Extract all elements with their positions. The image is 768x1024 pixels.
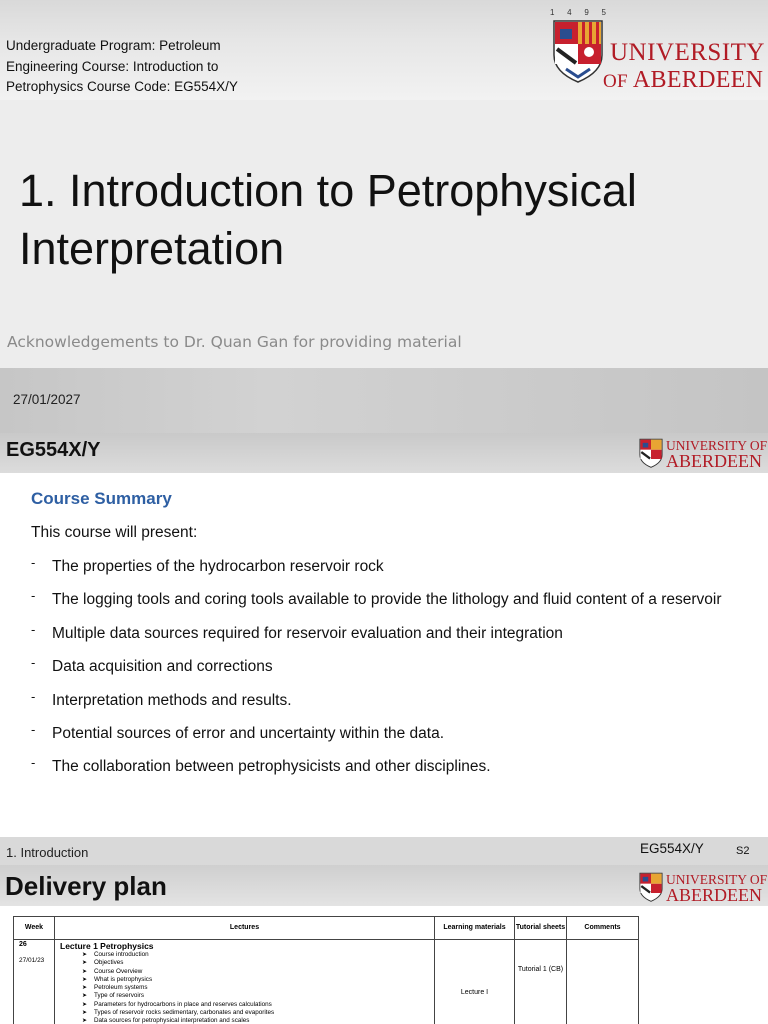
arrow-bullet-icon: ➤ bbox=[82, 993, 88, 1000]
list-item bbox=[82, 959, 434, 967]
slide-footer bbox=[0, 837, 768, 865]
week-date: 27/01/23 bbox=[19, 957, 45, 964]
logo-university-text: UNIVERSITY OF bbox=[666, 872, 768, 887]
list-item-text: Data acquisition and corrections bbox=[52, 658, 273, 676]
footer-section: 1. Introduction bbox=[6, 845, 89, 860]
slide-date: 27/01/2027 bbox=[13, 392, 81, 407]
dash-marker: - bbox=[31, 721, 36, 737]
arrow-bullet-icon: ➤ bbox=[82, 1010, 88, 1017]
list-item bbox=[31, 623, 722, 656]
lecture-title: Lecture 1 Petrophysics bbox=[60, 941, 154, 951]
logo-year-digit: 9 bbox=[584, 8, 589, 17]
list-item bbox=[82, 992, 434, 1000]
dash-marker: - bbox=[31, 688, 36, 704]
topic-text: Course introduction bbox=[94, 951, 149, 958]
list-item-text: Multiple data sources required for reservoir evaluation and their integration bbox=[52, 624, 563, 642]
topic-text: Objectives bbox=[94, 959, 124, 967]
arrow-bullet-icon: ➤ bbox=[82, 985, 88, 992]
crest-icon bbox=[552, 19, 604, 83]
logo-aberdeen-word: ABERDEEN bbox=[632, 67, 764, 93]
course-code: EG554X/Y bbox=[6, 439, 101, 461]
university-logo-small bbox=[639, 871, 767, 903]
logo-year-digit: 1 bbox=[550, 8, 555, 17]
topic-text: What is petrophysics bbox=[94, 975, 153, 983]
list-item bbox=[82, 951, 434, 959]
dash-marker: - bbox=[31, 755, 36, 771]
list-item bbox=[82, 1009, 434, 1017]
arrow-bullet-icon: ➤ bbox=[82, 952, 88, 958]
lecture-topics bbox=[55, 951, 434, 1024]
topic-text: Petroleum systems bbox=[94, 984, 148, 992]
course-summary-slide bbox=[0, 433, 768, 837]
column-header: Learning materials bbox=[435, 917, 515, 940]
tutorial-cell: Tutorial 1 (CB) bbox=[515, 940, 567, 1024]
column-header: Week bbox=[14, 917, 55, 940]
list-item bbox=[82, 1001, 434, 1009]
list-item bbox=[31, 723, 722, 756]
comments-cell bbox=[567, 940, 639, 1024]
arrow-bullet-icon: ➤ bbox=[82, 968, 88, 975]
title-slide bbox=[0, 0, 768, 433]
list-item bbox=[31, 690, 722, 723]
dash-marker: - bbox=[31, 555, 36, 570]
program-info: Undergraduate Program: Petroleum Engineering Course: Introduction to Petrophysics Course Code: EG554X/Y bbox=[6, 38, 238, 94]
list-item-text: The collaboration between petrophysicists and other disciplines. bbox=[52, 758, 491, 776]
dash-marker: - bbox=[31, 655, 36, 671]
list-item bbox=[31, 556, 722, 589]
list-item-text: Interpretation methods and results. bbox=[52, 691, 292, 709]
dash-marker: - bbox=[31, 621, 36, 637]
logo-of-text: OF bbox=[603, 71, 628, 92]
list-item bbox=[82, 968, 434, 976]
list-item bbox=[31, 656, 722, 689]
university-logo-small bbox=[639, 437, 767, 469]
lectures-cell bbox=[55, 940, 435, 1024]
list-item bbox=[82, 1017, 434, 1024]
topic-text: Types of reservoir rocks sedimentary, carbonates and evaporites bbox=[94, 1009, 275, 1017]
materials-cell: Lecture I bbox=[435, 940, 515, 1024]
arrow-bullet-icon: ➤ bbox=[82, 1001, 88, 1008]
list-item-text: Potential sources of error and uncertainty within the data. bbox=[52, 724, 445, 742]
list-item bbox=[82, 984, 434, 992]
intro-text: This course will present: bbox=[31, 524, 198, 541]
footer-page-number: S2 bbox=[736, 845, 750, 857]
crest-icon bbox=[639, 438, 663, 468]
date-band bbox=[0, 368, 768, 433]
crest-icon bbox=[639, 872, 663, 902]
list-item bbox=[31, 589, 722, 622]
summary-list bbox=[31, 556, 722, 790]
slide-title: Delivery plan bbox=[5, 871, 167, 901]
topic-text: Data sources for petrophysical interpretation and scales bbox=[94, 1017, 250, 1024]
arrow-bullet-icon: ➤ bbox=[82, 976, 88, 983]
delivery-plan-slide bbox=[0, 865, 768, 1024]
logo-year-digit: 5 bbox=[601, 8, 606, 17]
column-header: Tutorial sheets bbox=[515, 917, 567, 940]
list-item-text: The properties of the hydrocarbon reservoir rock bbox=[52, 558, 384, 575]
topic-text: Course Overview bbox=[94, 967, 143, 975]
logo-aberdeen-text: ABERDEEN bbox=[666, 451, 762, 471]
topic-text: Parameters for hydrocarbons in place and reserves calculations bbox=[94, 1000, 272, 1008]
section-heading: Course Summary bbox=[31, 489, 172, 508]
logo-year-digit: 4 bbox=[567, 8, 572, 17]
footer-course-code: EG554X/Y bbox=[640, 841, 704, 856]
logo-year bbox=[550, 8, 606, 17]
slide-title: 1. Introduction to Petrophysical Interpretation bbox=[19, 165, 637, 274]
list-item-text: The logging tools and coring tools available to provide the lithology and fluid content of a reservoir bbox=[52, 591, 722, 609]
table-header-row bbox=[14, 917, 639, 940]
week-number: 26 bbox=[19, 941, 27, 948]
logo-aberdeen-text: ABERDEEN bbox=[666, 885, 762, 905]
list-item bbox=[82, 976, 434, 984]
topic-text: Type of reservoirs bbox=[94, 992, 145, 1000]
list-item bbox=[31, 756, 722, 789]
university-logo bbox=[548, 8, 765, 93]
arrow-bullet-icon: ➤ bbox=[82, 960, 88, 967]
logo-university-text: UNIVERSITY bbox=[610, 39, 765, 66]
dash-marker: - bbox=[31, 588, 36, 604]
logo-aberdeen-text bbox=[603, 68, 763, 94]
column-header: Lectures bbox=[55, 917, 435, 940]
delivery-plan-table bbox=[13, 916, 639, 1024]
column-header: Comments bbox=[567, 917, 639, 940]
arrow-bullet-icon: ➤ bbox=[82, 1018, 88, 1024]
acknowledgement: Acknowledgements to Dr. Quan Gan for providing material bbox=[7, 333, 462, 351]
slide-header-band bbox=[0, 433, 768, 473]
week-cell bbox=[14, 940, 55, 1024]
logo-university-text: UNIVERSITY OF bbox=[666, 438, 768, 453]
table-row bbox=[14, 940, 639, 1024]
